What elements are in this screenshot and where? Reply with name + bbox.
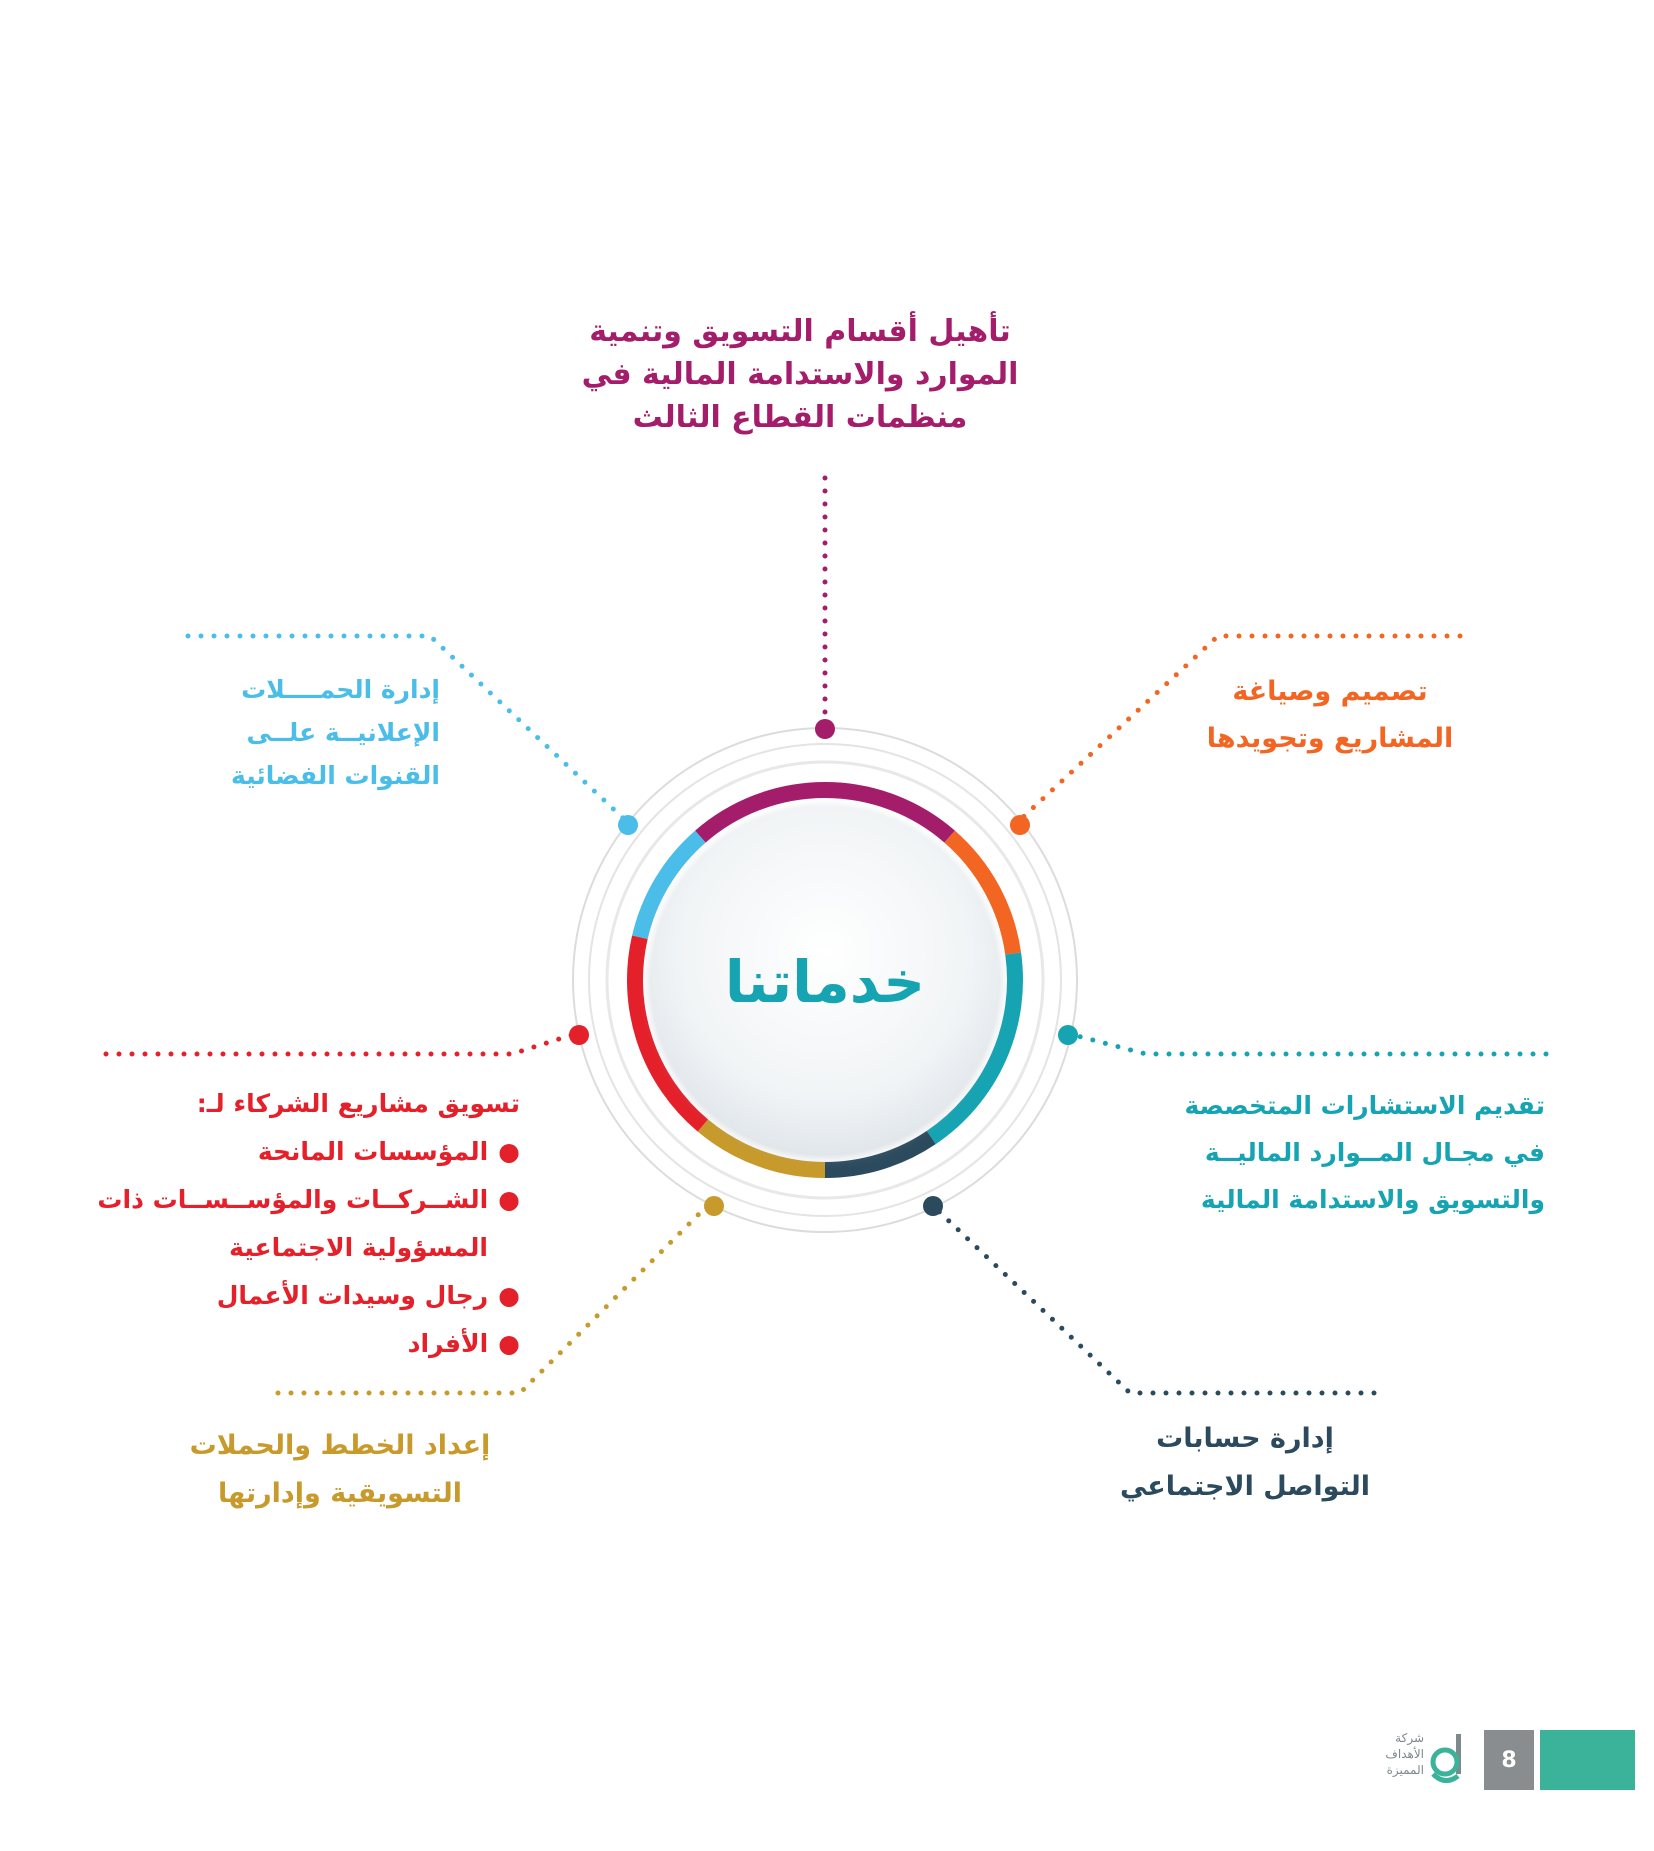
service-line: تصميم وصياغة: [1232, 676, 1428, 707]
service-line: منظمات القطاع الثالث: [632, 400, 968, 435]
connector-right: [1066, 1033, 1546, 1054]
list-item: ●رجال وسيدات الأعمال: [216, 1281, 520, 1310]
service-line: إدارة حسابات: [1156, 1423, 1334, 1454]
service-line: الإعلانيــة علــى: [246, 718, 440, 747]
logo-text: شركة الأهداف المميزة: [1385, 1731, 1424, 1777]
list-item-continuation: المسؤولية الاجتماعية: [229, 1233, 488, 1262]
service-tv-campaigns: [150, 668, 440, 797]
service-social-media: [1080, 1415, 1410, 1511]
service-line: تقديم الاستشارات المتخصصة: [1184, 1091, 1545, 1120]
service-consulting: [1125, 1082, 1545, 1223]
service-marketing-qualification: [560, 310, 1040, 439]
node-left: [569, 1025, 589, 1045]
node-bottom-right: [923, 1196, 943, 1216]
footer-accent-bar: [1540, 1730, 1635, 1790]
center-label: خدماتنا: [724, 948, 926, 1016]
list-item: ●الشــركــات والمؤســســات ذات: [97, 1185, 520, 1214]
list-item: ●الأفراد: [407, 1329, 520, 1358]
bullet-icon: ●: [498, 1137, 520, 1166]
service-project-design: [1175, 668, 1485, 762]
connector-bottom-right: [930, 1203, 1374, 1393]
service-line: والتسويق والاستدامة المالية: [1200, 1185, 1545, 1214]
node-top: [815, 719, 835, 739]
service-line: في مجـال المــوارد الماليــة: [1204, 1138, 1545, 1167]
service-line: المشاريع وتجويدها: [1206, 723, 1454, 754]
service-line: التسويقية وإدارتها: [218, 1478, 462, 1509]
node-bottom-left: [704, 1196, 724, 1216]
service-title: تسويق مشاريع الشركاء لـ:: [196, 1089, 520, 1118]
logo-mark-icon: [1428, 1732, 1464, 1788]
service-partner-marketing: [90, 1080, 520, 1368]
company-logo: [1368, 1728, 1464, 1792]
service-line: تأهيل أقسام التسويق وتنمية: [589, 314, 1011, 349]
bullet-icon: ●: [498, 1185, 520, 1214]
node-top-right: [1010, 815, 1030, 835]
connector-left: [106, 1033, 578, 1054]
service-line: القنوات الفضائية: [231, 761, 440, 790]
service-line: التواصل الاجتماعي: [1119, 1471, 1371, 1502]
partner-list: [90, 1128, 520, 1368]
page-number: 8: [1484, 1730, 1534, 1790]
service-marketing-plans: [150, 1422, 530, 1518]
node-top-left: [618, 815, 638, 835]
service-line: إدارة الحمــــلات: [241, 675, 440, 704]
bullet-icon: ●: [498, 1329, 520, 1358]
service-line: إعداد الخطط والحملات: [189, 1430, 491, 1461]
node-right: [1058, 1025, 1078, 1045]
list-item: ●المؤسسات المانحة: [257, 1137, 520, 1166]
bullet-icon: ●: [498, 1281, 520, 1310]
service-line: الموارد والاستدامة المالية في: [581, 357, 1019, 392]
